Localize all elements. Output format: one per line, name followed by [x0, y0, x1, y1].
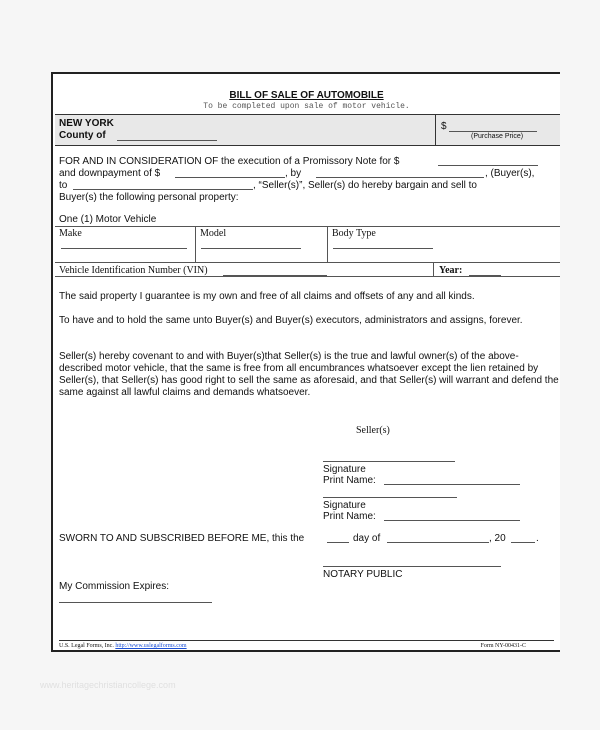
- county-field[interactable]: [117, 129, 217, 141]
- sworn-text-b: day of: [353, 533, 381, 544]
- consideration-line2b: , by: [285, 168, 302, 179]
- year-divider: [433, 262, 434, 276]
- purchase-price-label: (Purchase Price): [471, 133, 524, 140]
- dollar-sign: $: [441, 121, 447, 132]
- year-field[interactable]: [469, 265, 501, 276]
- footer-link[interactable]: http://www.uslegalforms.com: [115, 643, 187, 649]
- make-field[interactable]: [61, 238, 187, 249]
- header-bar: [55, 114, 560, 146]
- year-label: Year:: [439, 265, 463, 276]
- print-name-label-2: Print Name:: [323, 511, 376, 522]
- consideration-line3a: to: [59, 180, 68, 191]
- county-label: County of: [59, 130, 106, 141]
- body-type-label: Body Type: [332, 228, 376, 239]
- sworn-year-field[interactable]: [511, 532, 535, 543]
- vehicle-col-divider-1: [195, 226, 196, 262]
- model-label: Model: [200, 228, 227, 239]
- notary-signature-line[interactable]: [323, 566, 501, 567]
- print-name-field-1[interactable]: [384, 474, 520, 485]
- make-label: Make: [59, 228, 82, 239]
- hold-paragraph: To have and to hold the same unto Buyer(s) and Buyer(s) executors, administrators and assigns, forever.: [59, 315, 523, 326]
- vin-field[interactable]: [223, 265, 327, 276]
- covenant-paragraph: Seller(s) hereby covenant to and with Buyer(s)that Seller(s) is the true and lawful owner(s) of the above-described motor vehicle, that the same is free from all encumbrances whatsoever except the lien retained by Seller(s), that Seller(s) has good right to sell the same as aforesaid, and that Seller(s) will warrant and defend the same against all lawful claims and demands whatsoever.: [59, 351, 559, 398]
- buyer-name-field[interactable]: [316, 167, 484, 178]
- sworn-day-field[interactable]: [327, 532, 349, 543]
- vin-label: Vehicle Identification Number (VIN): [59, 265, 208, 276]
- notary-label: NOTARY PUBLIC: [323, 569, 403, 580]
- consideration-line2c: , (Buyer(s),: [485, 168, 535, 179]
- commission-field[interactable]: [59, 602, 212, 603]
- vehicle-heading: One (1) Motor Vehicle: [59, 214, 157, 225]
- document-subtitle: To be completed upon sale of motor vehicle.: [203, 102, 410, 111]
- vehicle-col-divider-2: [327, 226, 328, 262]
- form-number: Form NY-00431-C: [480, 643, 526, 649]
- sellers-label: Seller(s): [356, 425, 390, 436]
- model-field[interactable]: [201, 238, 301, 249]
- signature-label-1: Signature: [323, 464, 366, 475]
- signature-line-1[interactable]: [323, 461, 455, 462]
- consideration-line2a: and downpayment of $: [59, 168, 161, 179]
- vehicle-table-top: [55, 226, 560, 227]
- guarantee-paragraph: The said property I guarantee is my own and free of all claims and offsets of any and all kinds.: [59, 291, 475, 302]
- sworn-text-a: SWORN TO AND SUBSCRIBED BEFORE ME, this the: [59, 533, 305, 544]
- consideration-line4: Buyer(s) the following personal property:: [59, 192, 239, 203]
- consideration-line3b: , “Seller(s)”, Seller(s) do hereby bargain and sell to: [253, 180, 477, 191]
- document-title: BILL OF SALE OF AUTOMOBILE: [229, 90, 384, 101]
- promissory-amount-field[interactable]: [438, 155, 538, 166]
- header-divider: [435, 115, 436, 145]
- document-page: [51, 72, 560, 652]
- signature-line-2[interactable]: [323, 497, 457, 498]
- watermark: www.heritagechristiancollege.com: [40, 680, 176, 690]
- seller-name-field[interactable]: [73, 179, 253, 190]
- commission-label: My Commission Expires:: [59, 581, 170, 592]
- signature-label-2: Signature: [323, 500, 366, 511]
- downpayment-field[interactable]: [175, 167, 285, 178]
- consideration-line1: FOR AND IN CONSIDERATION OF the execution of a Promissory Note for $: [59, 156, 400, 167]
- sworn-month-field[interactable]: [387, 532, 489, 543]
- state-label: NEW YORK: [59, 118, 114, 129]
- footer-company: U.S. Legal Forms, Inc.: [59, 643, 114, 649]
- vehicle-table-mid: [55, 262, 560, 263]
- footer: [59, 640, 554, 649]
- body-type-field[interactable]: [333, 238, 433, 249]
- sworn-text-c: , 20: [489, 533, 506, 544]
- sworn-text-d: .: [536, 533, 539, 544]
- print-name-label-1: Print Name:: [323, 475, 376, 486]
- vehicle-table-bottom: [55, 276, 560, 277]
- print-name-field-2[interactable]: [384, 510, 520, 521]
- purchase-price-field[interactable]: [449, 120, 537, 132]
